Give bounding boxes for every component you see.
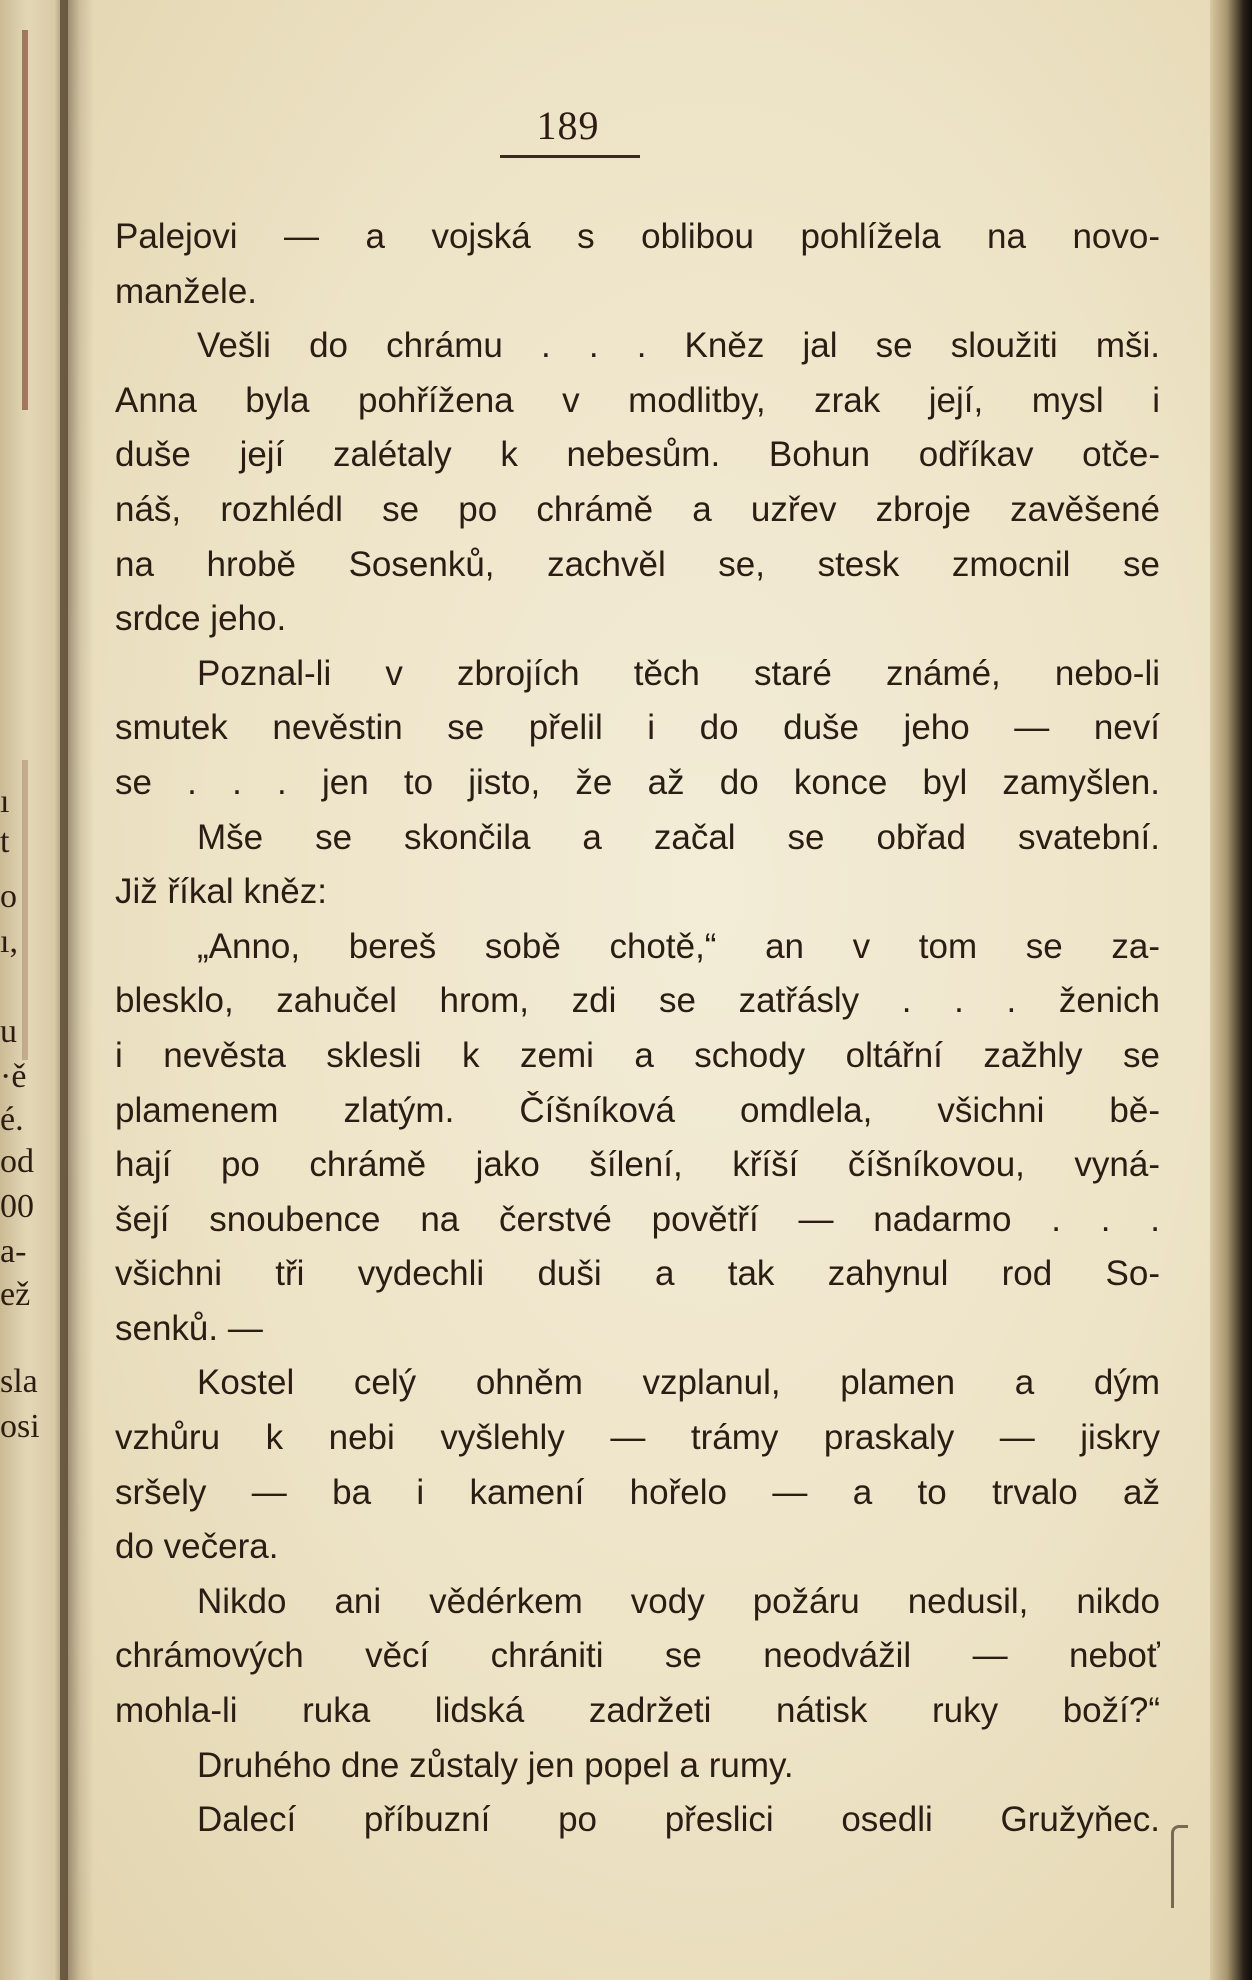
text-line: do večera. xyxy=(115,1527,279,1567)
left-facing-page xyxy=(0,0,68,1980)
text-line: Nikdo ani vědérkem vody požáru nedusil, nikdo xyxy=(197,1581,1160,1621)
text-line: smutek nevěstin se přelil i do duše jeho — neví xyxy=(115,708,1160,748)
text-line: mohla-li ruka lidská zadržeti nátisk ruky boží?“ xyxy=(115,1691,1160,1731)
text-line: se . . . jen to jisto, že až do konce byl zamyšlen. xyxy=(115,762,1160,802)
text-line: Poznal-li v zbrojích těch staré známé, nebo-li xyxy=(197,653,1160,693)
text-line: vzhůru k nebi vyšlehly — trámy praskaly — jiskry xyxy=(115,1418,1160,1458)
left-page-fragment: ı xyxy=(0,785,10,819)
left-page-fragment: ež xyxy=(0,1278,31,1312)
left-page-fragment: sla xyxy=(0,1365,38,1399)
gutter-shadow xyxy=(60,0,94,1980)
text-line: Mše se skončila a začal se obřad svatební. xyxy=(197,817,1160,857)
left-page-fragment: ı, xyxy=(0,925,18,959)
text-line: senků. — xyxy=(115,1308,263,1348)
text-line: duše její zalétaly k nebesům. Bohun odříkav otče- xyxy=(115,435,1160,475)
page-edge xyxy=(1210,0,1252,1980)
text-line: „Anno, bereš sobě chotě,“ an v tom se za- xyxy=(197,926,1160,966)
text-line: šejí snoubence na čerstvé povětří — nadarmo . . . xyxy=(115,1199,1160,1239)
text-line: srdce jeho. xyxy=(115,599,287,639)
text-line: sršely — ba i kamení hořelo — a to trvalo až xyxy=(115,1472,1160,1512)
left-page-fragment: t xyxy=(0,825,10,859)
text-line: na hrobě Sosenků, zachvěl se, stesk zmocnil se xyxy=(115,544,1160,584)
page-body-text xyxy=(115,210,1160,1848)
left-page-fragment: 00 xyxy=(0,1190,34,1224)
left-page-fragment: ·ě xyxy=(0,1060,27,1094)
text-line: Dalecí příbuzní po přeslici osedli Gružyňec. xyxy=(197,1800,1160,1840)
text-line: hají po chrámě jako šílení, kříší číšníkovou, vyná- xyxy=(115,1145,1160,1185)
text-line: plamenem zlatým. Číšníková omdlela, všichni bě- xyxy=(115,1090,1160,1130)
left-page-fragment: osi xyxy=(0,1410,40,1444)
left-page-fragment: a- xyxy=(0,1235,27,1269)
text-line: Druhého dne zůstaly jen popel a rumy. xyxy=(197,1745,794,1785)
page-number-rule xyxy=(500,155,640,158)
left-page-fragment: u xyxy=(0,1015,17,1049)
left-page-fragment: od xyxy=(0,1145,34,1179)
text-line: Anna byla pohřížena v modlitby, zrak její, mysl i xyxy=(115,380,1160,420)
corner-mark xyxy=(1171,1825,1188,1908)
margin-stain xyxy=(22,30,28,410)
book-page xyxy=(68,0,1228,1980)
text-line: i nevěsta sklesli k zemi a schody oltářní zažhly se xyxy=(115,1035,1160,1075)
text-line: blesklo, zahučel hrom, zdi se zatřásly . . . ženich xyxy=(115,981,1160,1021)
left-page-fragment: o xyxy=(0,880,17,914)
text-line: manžele. xyxy=(115,271,258,311)
text-line: Vešli do chrámu . . . Kněz jal se sloužiti mši. xyxy=(197,326,1160,366)
text-line: Kostel celý ohněm vzplanul, plamen a dým xyxy=(197,1363,1160,1403)
text-line: Palejovi — a vojská s oblibou pohlížela na novo- xyxy=(115,217,1160,256)
page-number: 189 xyxy=(536,103,600,148)
text-line: chrámových věcí chrániti se neodvážil — neboť xyxy=(115,1636,1160,1676)
text-line: všichni tři vydechli duši a tak zahynul rod So- xyxy=(115,1254,1160,1294)
text-line: náš, rozhlédl se po chrámě a uzřev zbroje zavěšené xyxy=(115,489,1160,529)
text-line: Již říkal kněz: xyxy=(115,872,327,912)
left-page-fragment: é. xyxy=(0,1103,24,1137)
